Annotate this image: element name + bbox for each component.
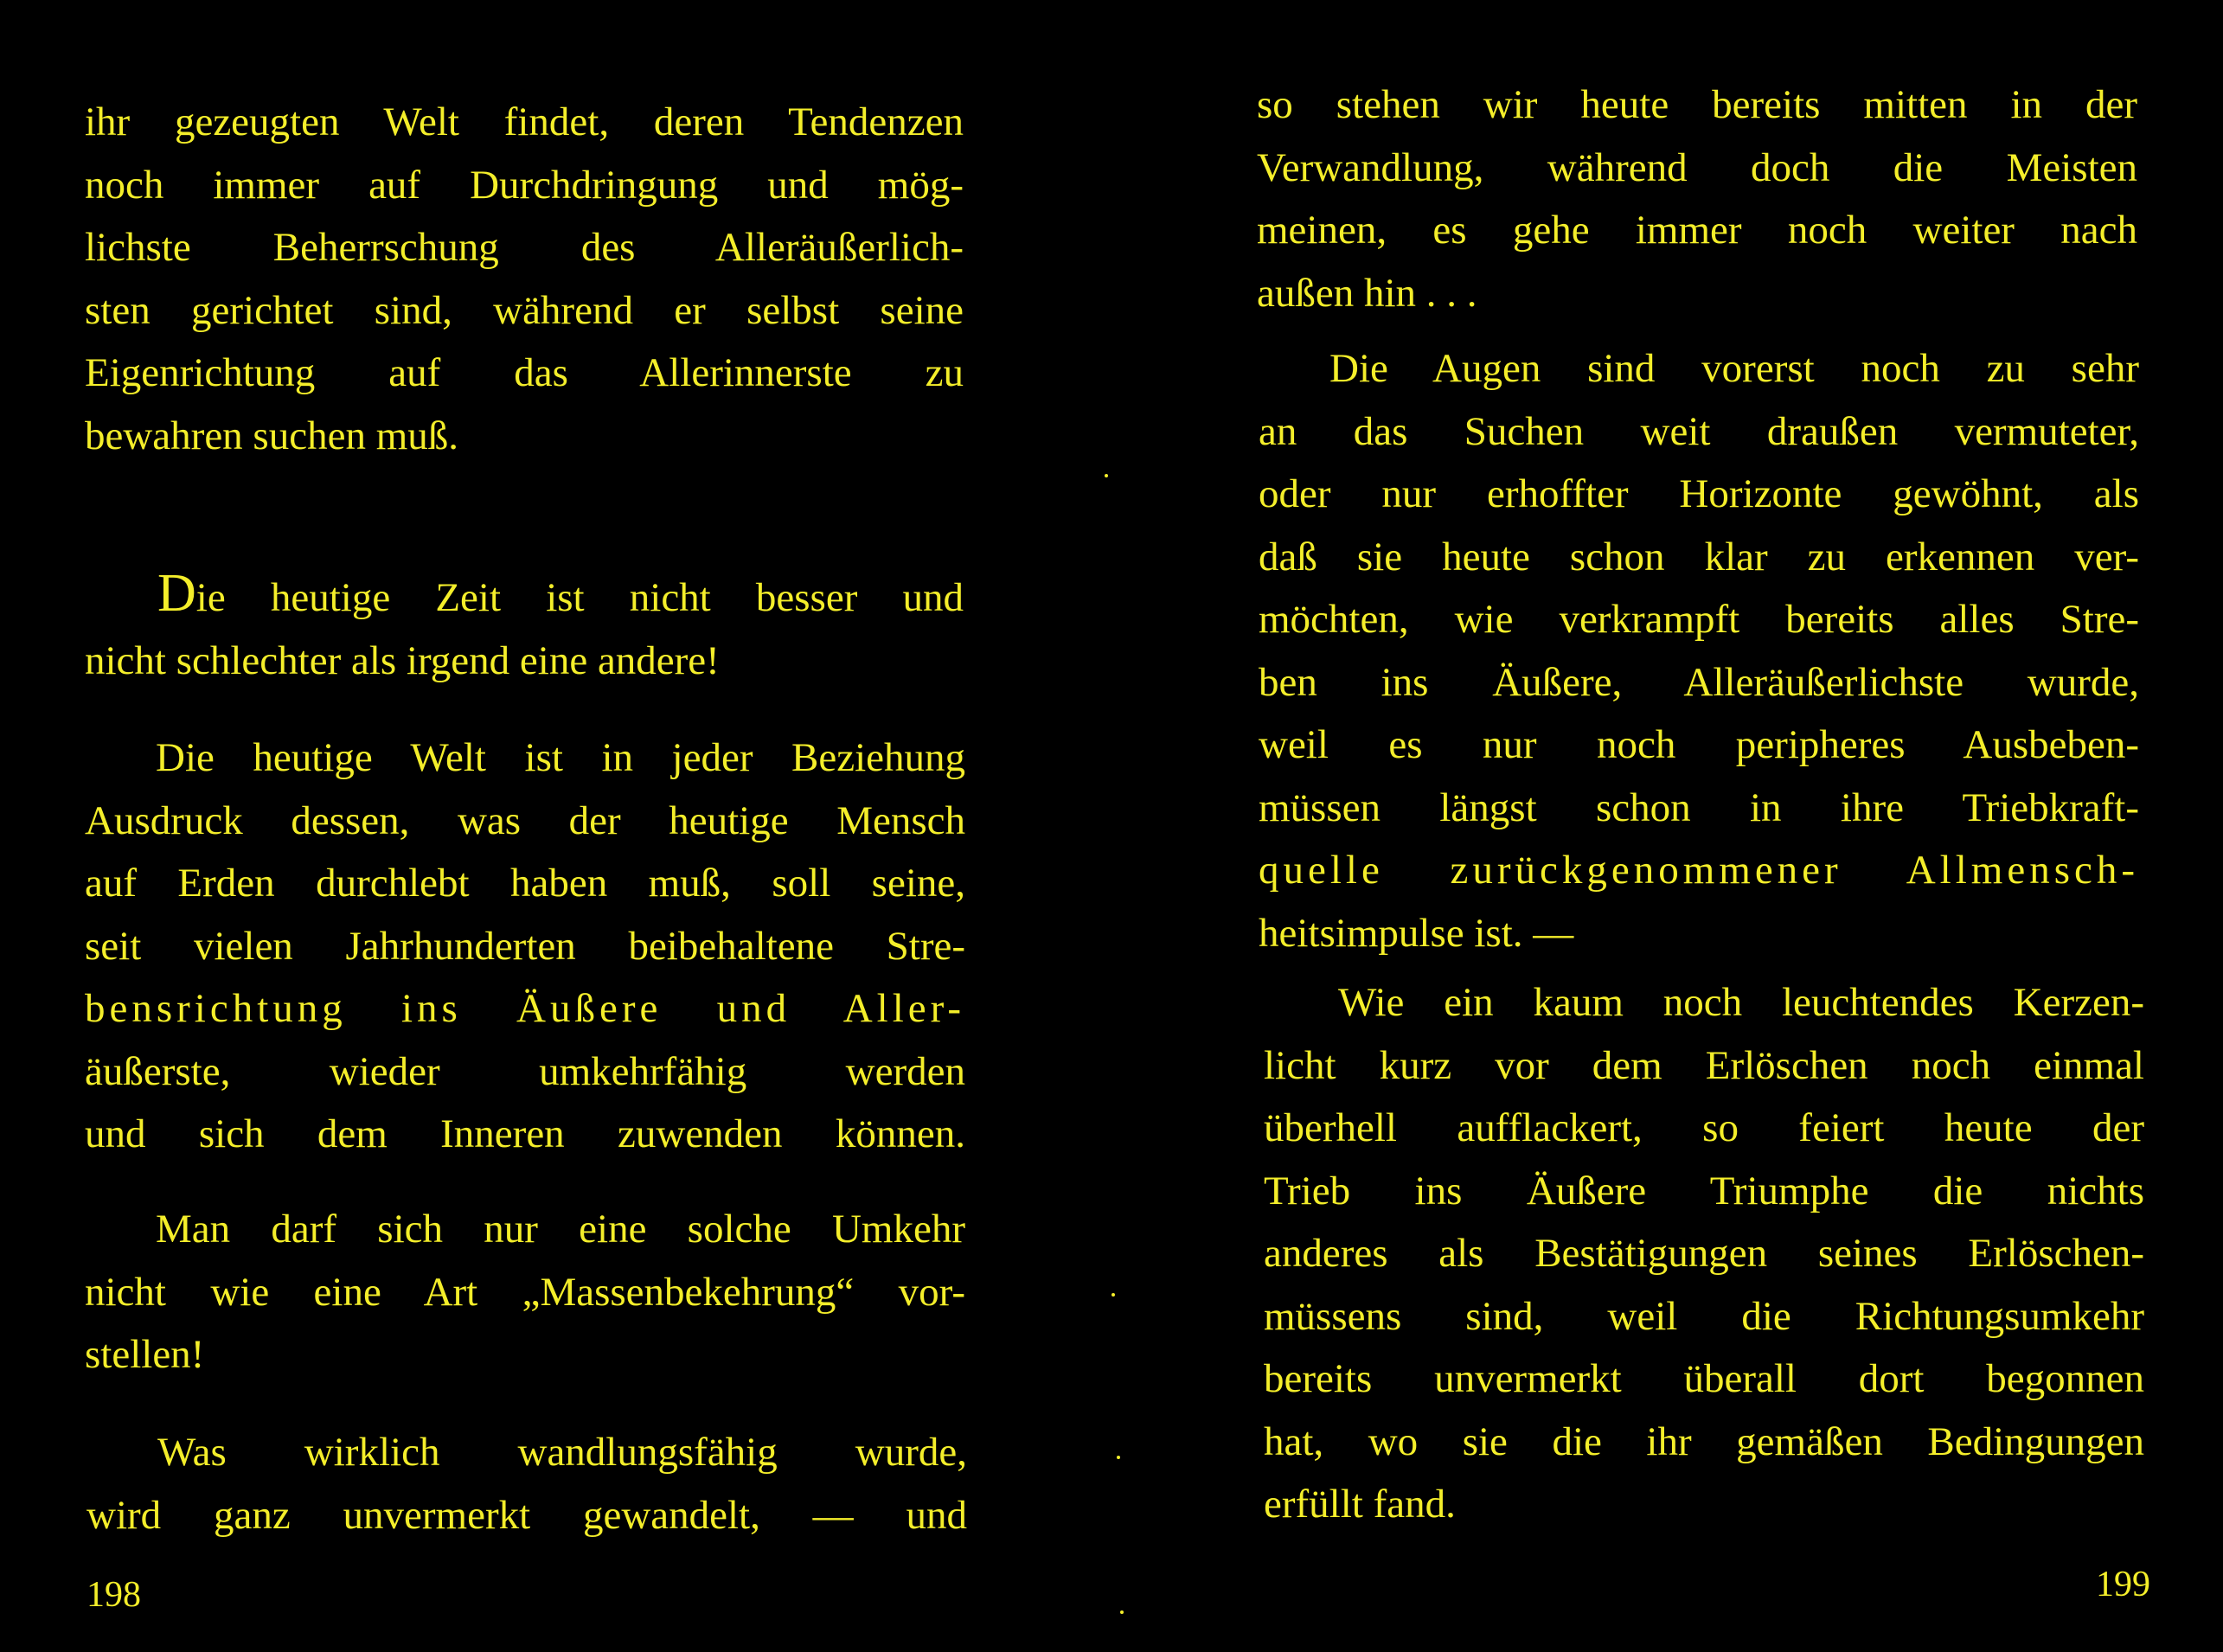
text-line: lichste Beherrschung des Alleräußerlich- <box>85 225 964 270</box>
text-line: meinen, es gehe immer noch weiter nach <box>1257 208 2137 253</box>
paragraph-5 <box>86 1421 967 1546</box>
text-line: an das Suchen weit draußen vermuteter, <box>1259 408 2139 454</box>
text-line: seit vielen Jahrhunderten beibehaltene Stre- <box>85 923 965 969</box>
text-line: ihr gezeugten Welt findet, deren Tendenzen <box>85 99 964 144</box>
text-line: nicht wie eine Art „Massenbekehrung“ vor- <box>85 1269 965 1315</box>
text-line: überhell aufflackert, so feiert heute der <box>1264 1105 2144 1150</box>
paragraph-1 <box>1257 74 2137 324</box>
text-line: möchten, wie verkrampft bereits alles Stre- <box>1259 597 2139 642</box>
text-line: daß sie heute schon klar zu erkennen ver- <box>1259 534 2139 579</box>
text-line: nicht schlechter als irgend eine andere! <box>85 637 720 683</box>
text-line: quelle zurückgenommener Allmensch- <box>1259 848 2139 893</box>
paragraph-4 <box>85 1198 965 1386</box>
text-line: bereits unvermerkt überall dort begonnen <box>1264 1356 2144 1401</box>
text-line: erfüllt fand. <box>1264 1482 1456 1527</box>
right-page <box>1112 0 2223 1652</box>
paragraph-3 <box>85 727 965 1166</box>
paragraph-2 <box>85 562 964 692</box>
text-line: bewahren suchen muß. <box>85 413 458 458</box>
text-line: stellen! <box>85 1332 205 1377</box>
text-line: Eigenrichtung auf das Allerinnerste zu <box>85 350 964 395</box>
page-number-left: 198 <box>86 1575 141 1615</box>
drop-cap: D <box>157 564 196 623</box>
text-line: sten gerichtet sind, während er selbst seine <box>85 287 964 333</box>
text-line: weil es nur noch peripheres Ausbeben- <box>1259 722 2139 767</box>
text-line: Was wirklich wandlungsfähig wurde, <box>157 1430 967 1475</box>
text-line: und sich dem Inneren zuwenden können. <box>85 1111 965 1156</box>
paragraph-3 <box>1264 971 2144 1536</box>
text-line: bensrichtung ins Äußere und Aller- <box>85 986 965 1031</box>
text-line <box>85 562 964 630</box>
text-line: Trieb ins Äußere Triumphe die nichts <box>1264 1168 2144 1213</box>
page-number-right: 199 <box>2096 1565 2150 1604</box>
text-line: Verwandlung, während doch die Meisten <box>1257 144 2137 190</box>
paragraph-1 <box>85 91 964 467</box>
text-line: äußerste, wieder umkehrfähig werden <box>85 1048 965 1094</box>
text-line: Wie ein kaum noch leuchtendes Kerzen- <box>1338 980 2144 1025</box>
text-line: ben ins Äußere, Alleräußerlichste wurde, <box>1259 659 2139 705</box>
gutter-speck <box>1105 474 1108 477</box>
text-line: außen hin . . . <box>1257 270 1477 316</box>
text-line: müssen längst schon in ihre Triebkraft- <box>1259 784 2139 830</box>
text-line: noch immer auf Durchdringung und mög- <box>85 162 964 208</box>
text-line: anderes als Bestätigungen seines Erlöschen- <box>1264 1231 2144 1276</box>
text-line-remainder: ie heutige Zeit ist nicht besser und <box>195 575 964 620</box>
text-line: müssens sind, weil die Richtungsumkehr <box>1264 1293 2144 1339</box>
text-line: oder nur erhoffter Horizonte gewöhnt, als <box>1259 471 2139 516</box>
text-line: Man darf sich nur eine solche Umkehr <box>156 1207 965 1252</box>
text-line: auf Erden durchlebt haben muß, soll seine, <box>85 861 965 906</box>
text-line: licht kurz vor dem Erlöschen noch einmal <box>1264 1042 2144 1088</box>
text-line: Die Augen sind vorerst noch zu sehr <box>1329 346 2139 391</box>
text-line: so stehen wir heute bereits mitten in der <box>1257 82 2137 127</box>
text-line: wird ganz unvermerkt gewandelt, — und <box>86 1492 967 1538</box>
text-line: Ausdruck dessen, was der heutige Mensch <box>85 797 965 843</box>
text-line: hat, wo sie die ihr gemäßen Bedingungen <box>1264 1418 2144 1464</box>
text-line: heitsimpulse ist. — <box>1259 910 1574 956</box>
text-line: Die heutige Welt ist in jeder Beziehung <box>156 735 965 780</box>
paragraph-2 <box>1259 337 2139 964</box>
